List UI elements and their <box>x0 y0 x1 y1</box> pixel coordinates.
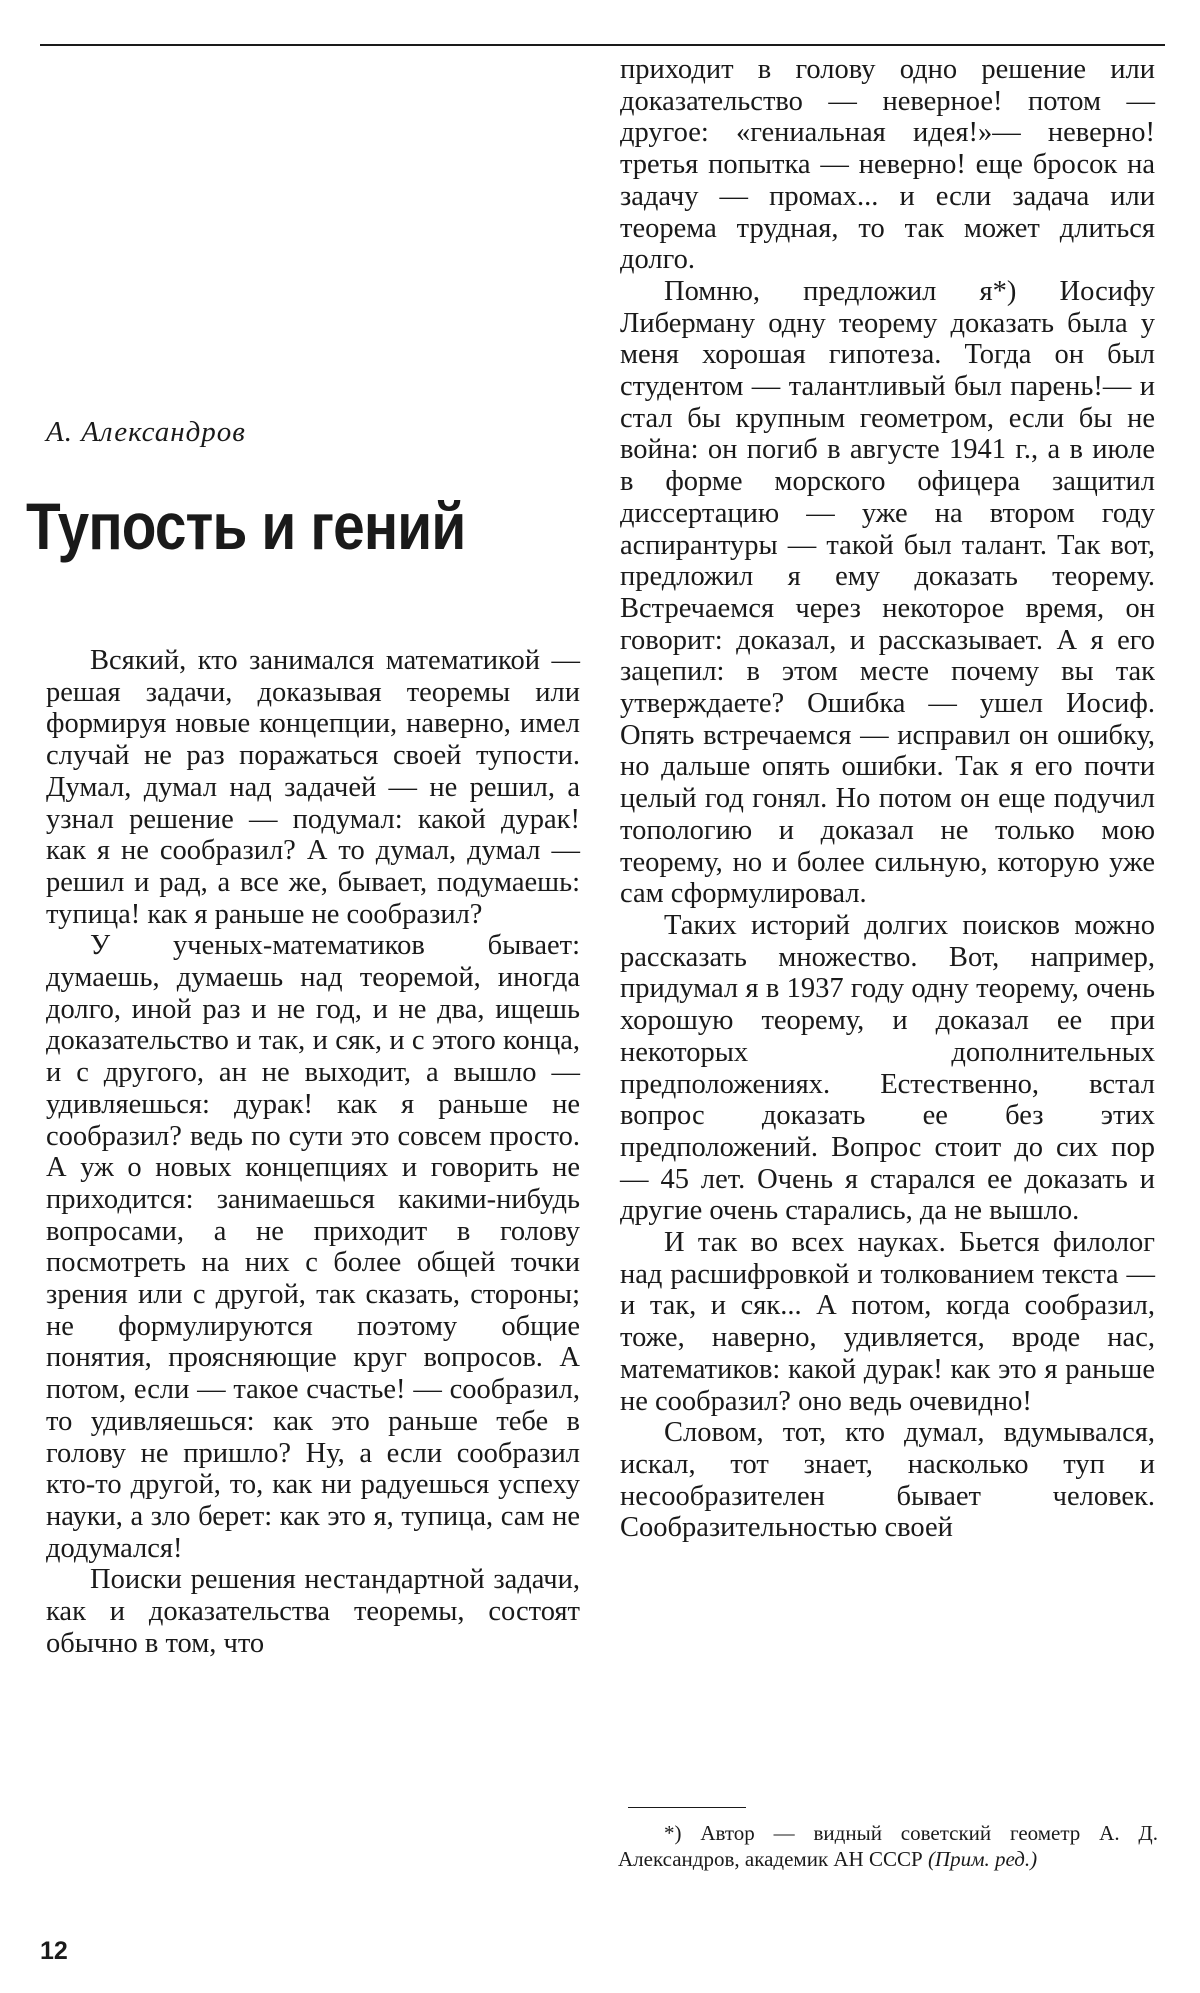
footnote-text: *) Автор — видный советский геометр А. Д. Александров, академик АН СССР <box>618 1821 1158 1871</box>
left-column <box>46 645 580 1660</box>
right-column <box>620 54 1155 1544</box>
left-paragraph-3: Поиски решения нестандартной задачи, как и доказательства теоремы, состоят обычно в том, что <box>46 1564 580 1659</box>
left-paragraph-2: У ученых-математиков бывает: думаешь, думаешь над теоремой, иногда долго, иной раз и не год, и не два, ищешь доказательство и так, и сяк, и с этого конца, и с другого, ан не выходит, а вышло — удивляешься: дурак! как я раньше не сообразил? ведь по сути это совсем просто. А уж о новых концепциях и говорить не приходится: занимаешься какими-нибудь вопросами, а не приходит в голову посмотреть на них с более общей точки зрения или с другой, так сказать, стороны; не формулируются поэтому общие понятия, проясняющие круг вопросов. А потом, если — такое счастье! — сообразил, то удивляешься: как это раньше тебе в голову не пришло? Ну, а если сообразил кто-то другой, то, как ни радуешься успеху науки, а зло берет: как это я, тупица, сам не додумался! <box>46 930 580 1564</box>
right-paragraph-5: Словом, тот, кто думал, вдумывался, искал, тот знает, насколько туп и несообразителен бывает человек. Сообразительностью своей <box>620 1417 1155 1544</box>
right-paragraph-4: И так во всех науках. Бьется филолог над расшифровкой и толкованием текста — и так, и сяк... А потом, когда сообразил, тоже, наверно, удивляется, вроде нас, математиков: какой дурак! как это я раньше не сообразил? оно ведь очевидно! <box>620 1227 1155 1417</box>
article-title: Тупость и гений <box>26 489 466 563</box>
top-rule <box>40 44 1165 46</box>
right-paragraph-2: Помню, предложил я*) Иосифу Либерману одну теорему доказать была у меня хорошая гипотеза. Тогда он был студентом — талантливый был парень!— и стал бы крупным геометром, если бы не война: он погиб в августе 1941 г., а в июле в форме морского офицера защитил диссертацию — уже на втором году аспирантуры — такой был талант. Так вот, предложил я ему доказать теорему. Встречаемся через некоторое время, он говорит: доказал, и рассказывает. А я его зацепил: в этом месте почему вы так утверждаете? Ошибка — ушел Иосиф. Опять встречаемся — исправил он ошибку, но дальше опять ошибки. Так я его почти целый год гонял. Но потом он еще подучил топологию и доказал не только мою теорему, но и более сильную, которую уже сам сформулировал. <box>620 275 1155 910</box>
footnote-rule <box>628 1807 746 1808</box>
footnote-editor-note: (Прим. ред.) <box>927 1847 1038 1871</box>
right-paragraph-1: приходит в голову одно решение или доказательство — неверное! потом — другое: «гениальная идея!»— неверно! третья попытка — неверно! еще бросок на задачу — промах... и если задача или теорема трудная, то так может длиться долго. <box>620 54 1155 276</box>
footnote <box>618 1820 1158 1872</box>
article-author: А. Александров <box>46 416 246 448</box>
left-paragraph-1: Всякий, кто занимался математикой — решая задачи, доказывая теоремы или формируя новые концепции, наверно, имел случай не раз поражаться своей тупости. Думал, думал над задачей — не решил, а узнал решение — подумал: какой дурак! как я не сообразил? А то думал, думал — решил и рад, а все же, бывает, подумаешь: тупица! как я раньше не сообразил? <box>46 645 580 930</box>
page-number: 12 <box>40 1937 68 1965</box>
right-paragraph-3: Таких историй долгих поисков можно рассказать множество. Вот, например, придумал я в 1937 году одну теорему, очень хорошую теорему, и доказал ее при некоторых дополнительных предположениях. Естественно, встал вопрос доказать ее без этих предположений. Вопрос стоит до сих пор — 45 лет. Очень я старался ее доказать и другие очень старались, да не вышло. <box>620 909 1155 1227</box>
